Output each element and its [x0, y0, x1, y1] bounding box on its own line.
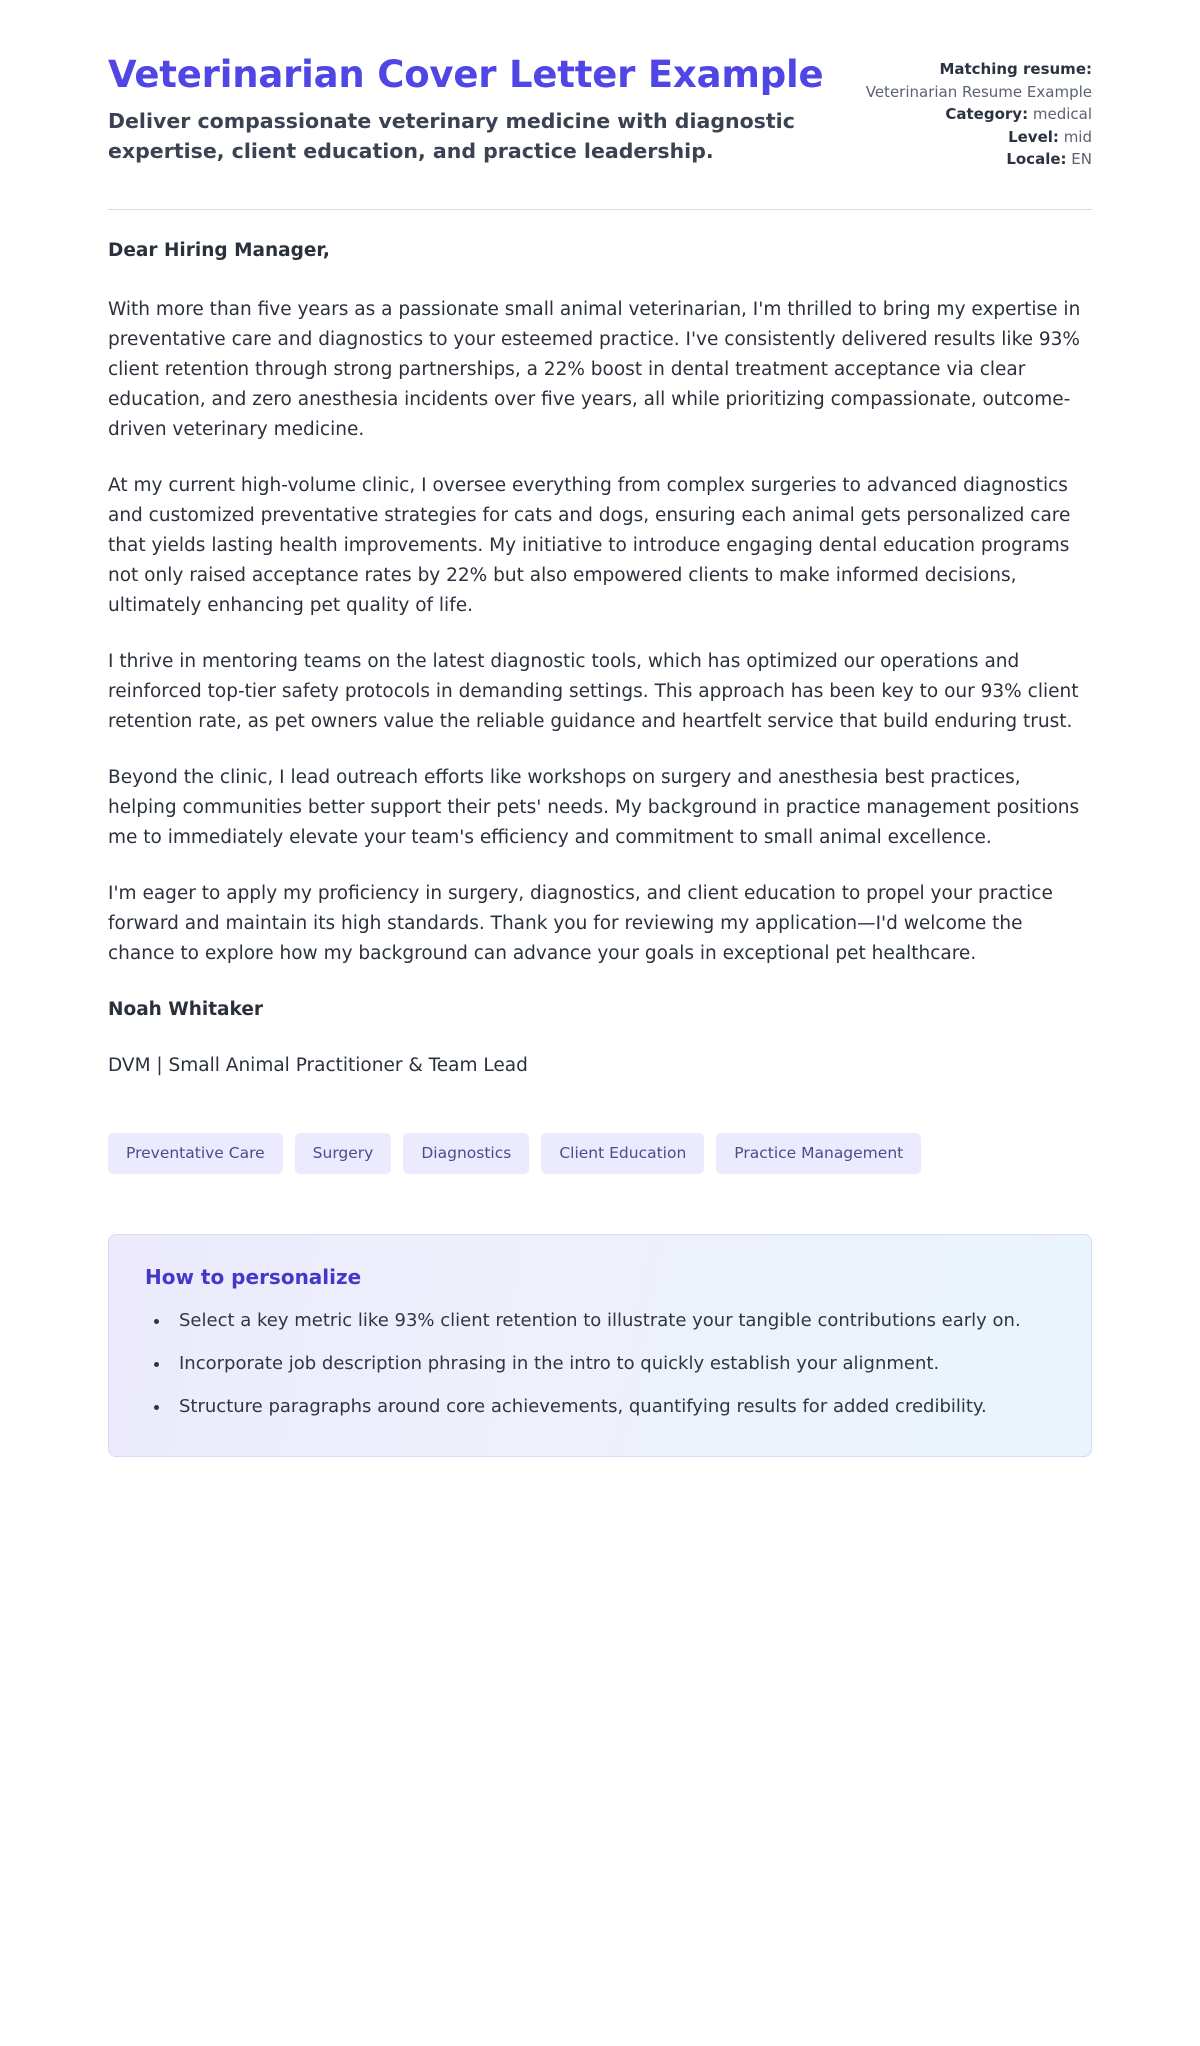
tips-list-item: • Structure paragraphs around core achievements, quantifying results for added credibility.: [171, 1393, 1055, 1422]
meta-locale-value: EN: [1071, 150, 1092, 168]
tips-list-item: • Select a key metric like 93% client retention to illustrate your tangible contributions early on.: [171, 1307, 1055, 1336]
letter-paragraph: I thrive in mentoring teams on the latest diagnostic tools, which has optimized our operations and reinforced top-tier safety protocols in demanding settings. This approach has been key to our 93% client retention rate, as pet owners value the reliable guidance and heartfelt service that build enduring trust.: [108, 651, 1079, 733]
meta-level-value: mid: [1063, 127, 1092, 146]
letter-paragraph: I'm eager to apply my proficiency in surgery, diagnostics, and client education to propel your practice forward and maintain its high standards. Thank you for reviewing my application—I'd welcome the chance to explore how my background can advance your goals in exceptional pet healthcare.: [108, 882, 1053, 964]
meta-locale: [866, 148, 1092, 171]
letter-paragraph: At my current high-volume clinic, I oversee everything from complex surgeries to advanced diagnostics and customized preventative strategies for cats and dogs, ensuring each animal gets personalized care that yields lasting health improvements. My initiative to introduce engaging dental education programs not only raised acceptance rates by 22% but also empowered clients to make informed decisions, ultimately enhancing pet quality of life.: [108, 475, 1071, 617]
meta-matching-resume-value: Veterinarian Resume Example: [865, 82, 1092, 101]
letter-paragraph: Beyond the clinic, I lead outreach efforts like workshops on surgery and anesthesia best practices, helping communities better support their pets' needs. My background in practice management positions me to immediately elevate your team's efficiency and commitment to small animal excellence.: [108, 767, 1080, 848]
skill-tag: Client Education: [541, 1133, 704, 1175]
header-divider: [108, 209, 1092, 210]
meta-category: [866, 103, 1092, 126]
document-meta: [866, 52, 1092, 171]
meta-category-label: Category:: [945, 105, 1029, 123]
personalization-tips-panel: [108, 1234, 1092, 1456]
tips-list: [145, 1307, 1055, 1421]
tips-heading: How to personalize: [145, 1265, 362, 1290]
header-text-block: [108, 52, 826, 167]
signature-role: DVM | Small Animal Practitioner & Team Lead: [108, 1054, 528, 1076]
letter-body: [108, 236, 1092, 1081]
meta-locale-label: Locale:: [1006, 150, 1067, 168]
meta-category-value: medical: [1032, 105, 1092, 123]
skill-tag: Surgery: [295, 1133, 392, 1175]
skill-tag-list: [108, 1133, 1092, 1175]
tips-list-item: • Incorporate job description phrasing in the intro to quickly establish your alignment.: [171, 1350, 1055, 1379]
document-header: [108, 52, 1092, 171]
meta-matching-resume: [866, 58, 1092, 103]
meta-matching-resume-label: Matching resume:: [939, 60, 1092, 78]
skill-tag: Preventative Care: [108, 1133, 283, 1175]
letter-salutation: Dear Hiring Manager,: [108, 239, 330, 261]
meta-level-label: Level:: [1008, 127, 1059, 146]
letter-paragraph: With more than five years as a passionate small animal veterinarian, I'm thrilled to bring my expertise in preventative care and diagnostics to your esteemed practice. I've consistently delivered results like 93% client retention through strong partnerships, a 22% boost in dental treatment acceptance via clear education, and zero anesthesia incidents over five years, all while prioritizing compassionate, outcome-driven veterinary medicine.: [108, 299, 1081, 441]
page-subtitle: Deliver compassionate veterinary medicine with diagnostic expertise, client education, and practice leadership.: [108, 109, 795, 163]
signature-name: Noah Whitaker: [108, 998, 264, 1020]
skill-tag: Diagnostics: [403, 1133, 529, 1175]
page-title: Veterinarian Cover Letter Example: [108, 53, 824, 96]
meta-level: [866, 126, 1092, 149]
skill-tag: Practice Management: [716, 1133, 921, 1175]
